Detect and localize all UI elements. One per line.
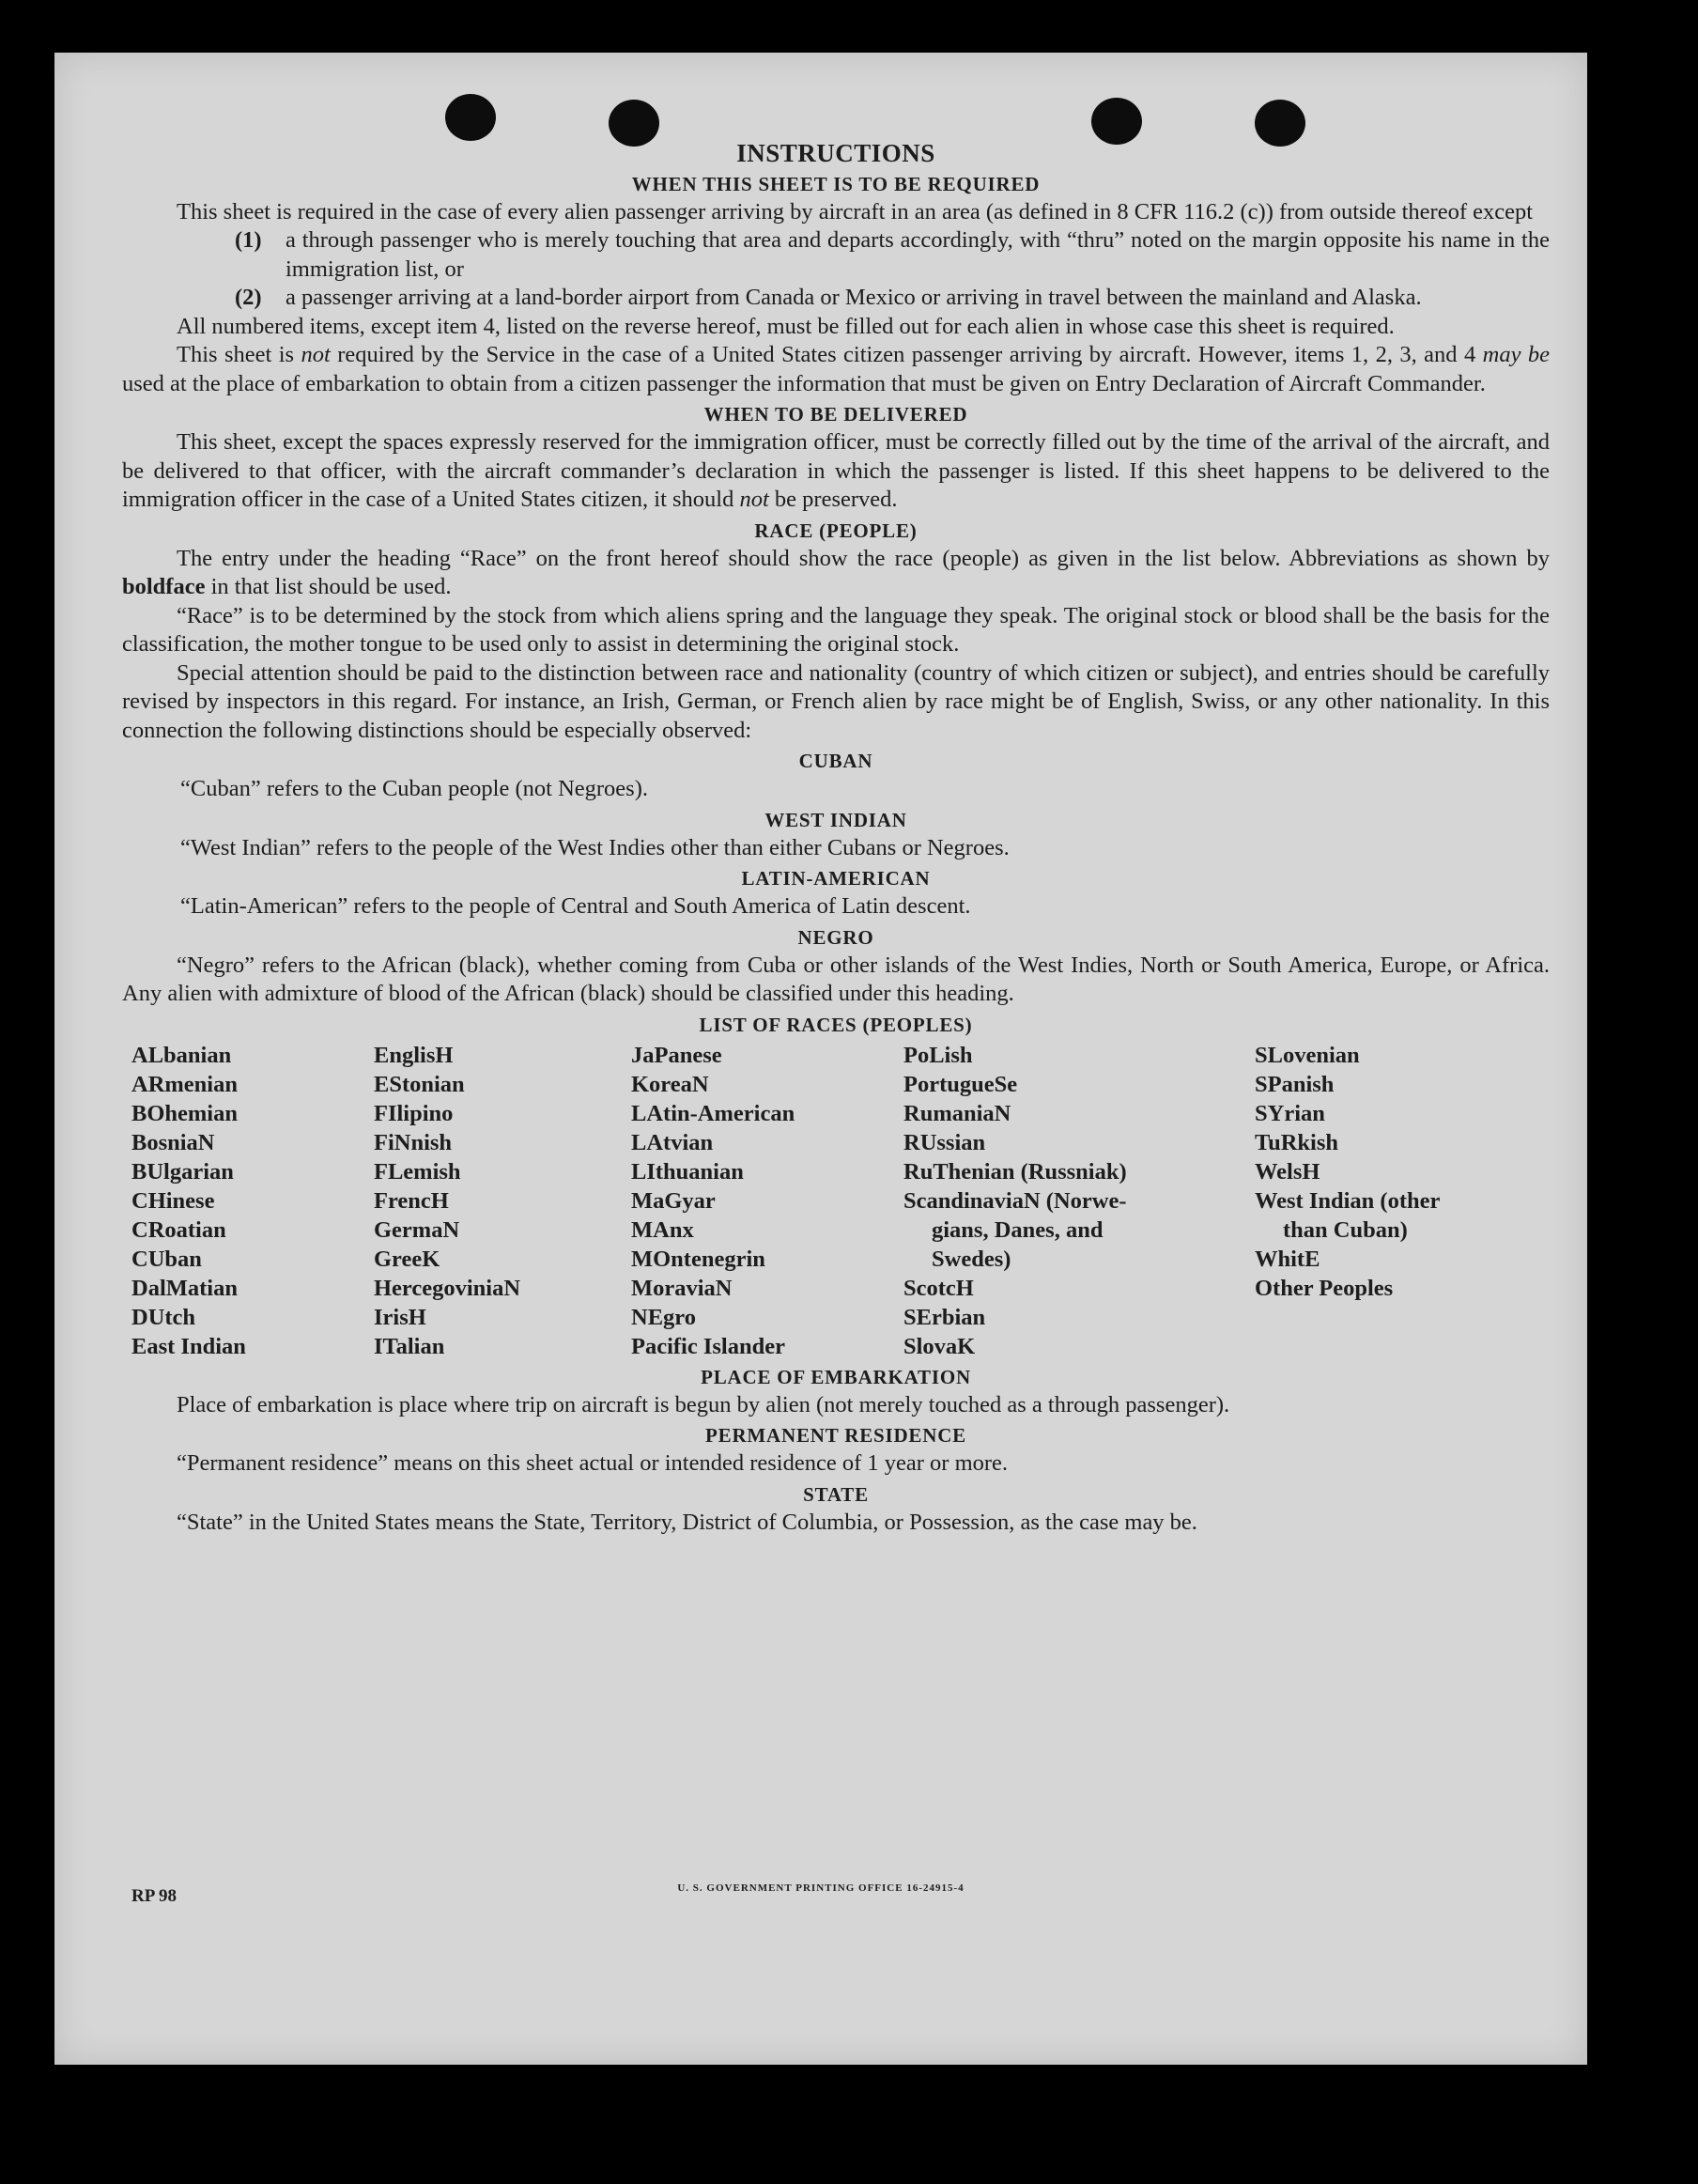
race-item: FiNnish <box>374 1129 453 1155</box>
item-text: a passenger arriving at a land-border airport from Canada or Mexico or arriving in travel between the mainland and Alaska. <box>286 285 1422 310</box>
race-item: SYrian <box>1255 1100 1325 1126</box>
race-item: MoraviaN <box>631 1275 733 1301</box>
paragraph: “State” in the United States means the State, Territory, District of Columbia, or Possession, as the case may be. <box>177 1509 1197 1535</box>
section-heading: RACE (PEOPLE) <box>754 519 918 542</box>
race-item: CRoatian <box>131 1216 226 1243</box>
race-item: SlovaK <box>903 1333 976 1359</box>
section-heading: CUBAN <box>798 750 873 772</box>
paragraph: “Cuban” refers to the Cuban people (not Negroes). <box>180 776 648 801</box>
race-item: RuThenian (Russniak) <box>903 1158 1127 1185</box>
race-item: HercegoviniaN <box>374 1275 521 1301</box>
punch-hole <box>445 94 496 141</box>
section-heading: PLACE OF EMBARKATION <box>701 1365 971 1388</box>
paragraph: This sheet, except the spaces expressly reserved for the immigration officer, must be correctly filled out by the time of the arrival of the aircraft, and be delivered to that officer, with the aircraft commander’s declaration in which the passenger is listed. If this sheet happens to be delivered to the immigration officer in the case of a United States citizen, it should not be preserved. <box>122 429 1550 512</box>
paragraph: “West Indian” refers to the people of the West Indies other than either Cubans or Negroes. <box>180 834 1010 860</box>
paragraph: “Latin-American” refers to the people of Central and South America of Latin descent. <box>180 893 971 919</box>
race-column <box>122 1041 374 1361</box>
race-column <box>1255 1041 1536 1361</box>
race-column <box>374 1041 631 1361</box>
race-item: IrisH <box>374 1304 426 1330</box>
race-item: ALbanian <box>131 1042 232 1068</box>
race-item: ITalian <box>374 1333 445 1359</box>
race-item-continued: than Cuban) <box>1283 1216 1408 1243</box>
race-item: BosniaN <box>131 1129 215 1155</box>
paragraph: The entry under the heading “Race” on the front hereof should show the race (people) as given in the list below. Abbreviations as shown by boldface in that list should be used. <box>122 545 1550 599</box>
race-item: ScotcH <box>903 1275 974 1301</box>
race-list <box>122 1041 1550 1361</box>
race-item: EnglisH <box>374 1042 454 1068</box>
section-heading: PERMANENT RESIDENCE <box>705 1424 966 1447</box>
section-heading: WHEN THIS SHEET IS TO BE REQUIRED <box>631 172 1041 195</box>
race-item-continued: gians, Danes, and <box>932 1216 1104 1243</box>
race-item: MAnx <box>631 1216 694 1243</box>
race-column <box>631 1041 903 1361</box>
section-heading: WHEN TO BE DELIVERED <box>703 403 968 426</box>
race-item: FLemish <box>374 1158 461 1185</box>
race-item: WhitE <box>1255 1246 1320 1272</box>
race-item: SPanish <box>1255 1071 1335 1097</box>
section-heading: LIST OF RACES (PEOPLES) <box>699 1013 973 1036</box>
paragraph: This sheet is required in the case of every alien passenger arriving by aircraft in an area (as defined in 8 CFR 116.2 (c)) from outside thereof except <box>177 198 1534 225</box>
race-item: WelsH <box>1255 1158 1320 1185</box>
section-heading: NEGRO <box>797 925 874 949</box>
race-item: ARmenian <box>131 1071 238 1097</box>
paragraph: “Permanent residence” means on this sheet actual or intended residence of 1 year or more. <box>177 1450 1009 1476</box>
race-item: BOhemian <box>131 1100 238 1126</box>
race-item: Pacific Islander <box>631 1333 785 1359</box>
instructions-body <box>122 139 1550 1537</box>
race-item: BUlgarian <box>131 1158 234 1185</box>
race-item: RUssian <box>903 1129 986 1155</box>
race-item: KoreaN <box>631 1071 709 1097</box>
race-item: West Indian (other <box>1255 1187 1441 1214</box>
race-item: CUban <box>131 1246 202 1272</box>
race-item: JaPanese <box>631 1042 722 1068</box>
race-column <box>903 1041 1255 1361</box>
race-item: MaGyar <box>631 1187 716 1214</box>
race-item: RumaniaN <box>903 1100 1011 1126</box>
race-item: GreeK <box>374 1246 440 1272</box>
document-sheet <box>54 53 1587 2065</box>
race-item: TuRkish <box>1255 1129 1339 1155</box>
race-item: MOntenegrin <box>631 1246 765 1272</box>
race-item-continued: Swedes) <box>932 1246 1011 1272</box>
paragraph: Special attention should be paid to the distinction between race and nationality (country of which citizen or subject), and entries should be carefully revised by inspectors in this regard. For instance, an Irish, German, or French alien by race might be of English, Swiss, or any other nationality. In this connection the following distinctions should be especially observed: <box>122 659 1550 743</box>
race-item: Other Peoples <box>1255 1275 1394 1301</box>
item-number: (2) <box>235 285 262 310</box>
list-item <box>122 226 1550 284</box>
form-number: RP 98 <box>131 1886 178 1906</box>
item-number: (1) <box>235 227 262 253</box>
list-item <box>122 284 1550 313</box>
race-item: CHinese <box>131 1187 215 1214</box>
race-item: LIthuanian <box>631 1158 744 1185</box>
race-item: FrencH <box>374 1187 449 1214</box>
race-item: SErbian <box>903 1304 986 1330</box>
printer-imprint: U. S. GOVERNMENT PRINTING OFFICE 16-24915-4 <box>677 1882 965 1894</box>
section-heading: STATE <box>803 1482 869 1506</box>
race-item: DUtch <box>131 1304 196 1330</box>
paragraph: “Race” is to be determined by the stock from which aliens spring and the language they speak. The original stock or blood shall be the basis for the classification, the mother tongue to be used only to assist in determining the original stock. <box>122 602 1550 657</box>
punch-hole <box>1091 98 1142 145</box>
page-title: INSTRUCTIONS <box>736 139 935 167</box>
paragraph: This sheet is not required by the Service in the case of a United States citizen passenger arriving by aircraft. However, items 1, 2, 3, and 4 may be used at the place of embarkation to obtain from a citizen passenger the information that must be given on Entry Declaration of Aircraft Commander. <box>122 342 1551 396</box>
race-item: NEgro <box>631 1304 696 1330</box>
section-heading: LATIN-AMERICAN <box>741 867 931 890</box>
item-text: a through passenger who is merely touching that area and departs accordingly, with “thru” noted on the margin opposite his name in the immigration list, or <box>286 227 1550 282</box>
race-item: GermaN <box>374 1216 460 1243</box>
section-heading: WEST INDIAN <box>764 808 907 831</box>
race-item: LAtvian <box>631 1129 714 1155</box>
paragraph: “Negro” refers to the African (black), whether coming from Cuba or other islands of the West Indies, North or South America, Europe, or Africa. Any alien with admixture of blood of the African (black) should be classified under this heading. <box>122 952 1550 1006</box>
race-item: East Indian <box>131 1333 246 1359</box>
race-item: PortugueSe <box>903 1071 1018 1097</box>
paragraph: All numbered items, except item 4, listed on the reverse hereof, must be filled out for each alien in whose case this sheet is required. <box>177 313 1395 339</box>
race-item: LAtin-American <box>631 1100 795 1126</box>
race-item: FIlipino <box>374 1100 454 1126</box>
race-item: PoLish <box>903 1042 973 1068</box>
race-item: DalMatian <box>131 1275 238 1301</box>
paragraph: Place of embarkation is place where trip on aircraft is begun by alien (not merely touched as a through passenger). <box>177 1391 1230 1417</box>
race-item: SLovenian <box>1255 1042 1360 1068</box>
race-item: EStonian <box>374 1071 465 1097</box>
race-item: ScandinaviaN (Norwe- <box>903 1187 1127 1214</box>
